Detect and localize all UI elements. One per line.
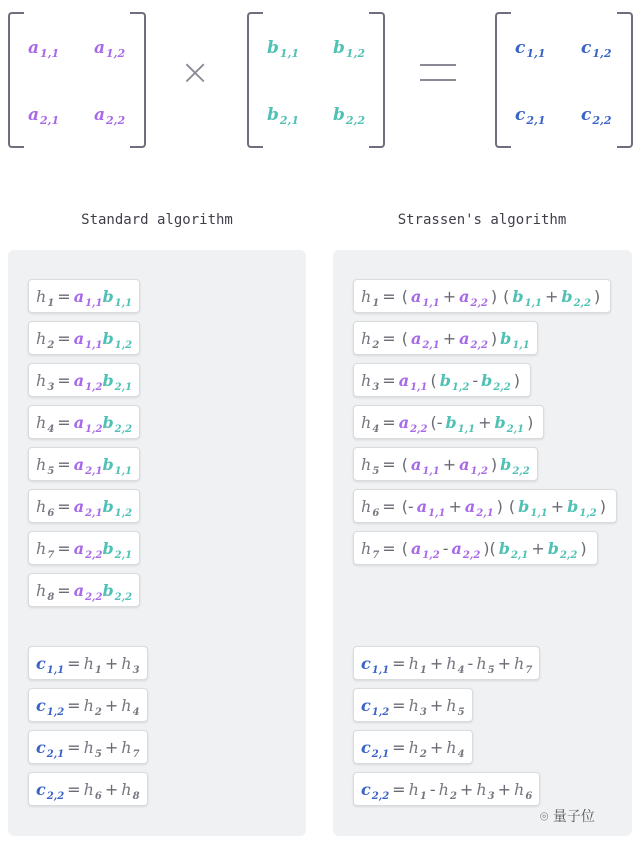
- a-term: $a_{2,2}$: [73, 539, 103, 562]
- equation-box: [28, 772, 148, 806]
- matrix-cell-a-1-1: $a_{1,1}$: [28, 38, 60, 61]
- equation-box: [28, 363, 140, 397]
- h-term: $h_7$: [514, 654, 533, 677]
- b-term: $b_{1,1}$: [518, 497, 548, 520]
- operator: (: [401, 455, 408, 474]
- c-term: $c_{1,1}$: [361, 654, 390, 677]
- operator: +: [104, 654, 119, 673]
- operator: (: [401, 539, 408, 558]
- operator: ): [513, 371, 520, 390]
- h-term: $h_2$: [408, 738, 427, 761]
- strassen-heading: Strassen's algorithm: [397, 212, 567, 228]
- operator: +: [497, 654, 511, 673]
- equation-box: [28, 646, 148, 680]
- h-term: $h_2$: [36, 329, 55, 352]
- equation-box: [353, 321, 538, 355]
- h-term: $h_8$: [36, 581, 55, 604]
- a-term: $a_{2,1}$: [73, 455, 103, 478]
- h-term: $h_6$: [36, 497, 55, 520]
- b-term: $b_{2,2}$: [102, 413, 133, 436]
- h-term: $h_4$: [446, 738, 465, 761]
- a-term: $a_{1,1}$: [410, 455, 440, 478]
- b-term: $b_{1,1}$: [102, 455, 133, 478]
- h-term: $h_4$: [446, 654, 465, 677]
- matrix-cell-b-1-2: $b_{1,2}$: [333, 38, 366, 61]
- a-term: $a_{1,2}$: [73, 413, 103, 436]
- operator: (: [401, 287, 408, 306]
- h-term: $h_6$: [83, 780, 102, 803]
- equation-box: [353, 531, 598, 565]
- wechat-icon: ⌾: [540, 809, 549, 825]
- operator: ): [496, 497, 503, 516]
- operator: +: [429, 654, 444, 673]
- c-term: $c_{1,2}$: [36, 696, 65, 719]
- operator: =: [382, 371, 396, 390]
- operator: +: [459, 780, 474, 799]
- operator: =: [392, 738, 406, 757]
- left-bracket: [8, 12, 24, 148]
- h-term: $h_6$: [514, 780, 533, 803]
- operator: ): [490, 455, 498, 474]
- standard-heading: Standard algorithm: [81, 212, 233, 228]
- h-term: $h_3$: [476, 780, 495, 803]
- matrix-cell-c-2-2: $c_{2,2}$: [581, 105, 612, 128]
- matrix-a: [8, 12, 146, 148]
- operator: -: [429, 780, 436, 799]
- equation-box: [28, 688, 148, 722]
- a-term: $a_{1,1}$: [73, 329, 103, 352]
- h-term: $h_5$: [36, 455, 55, 478]
- a-term: $a_{1,1}$: [416, 497, 446, 520]
- operator: +: [104, 696, 119, 715]
- b-term: $b_{1,2}$: [102, 497, 133, 520]
- a-term: $a_{1,1}$: [410, 287, 440, 310]
- equation-box: [353, 489, 617, 523]
- operator: ): [599, 497, 607, 516]
- equation-box: [28, 321, 140, 355]
- h-term: $h_7$: [36, 539, 55, 562]
- equation-box: [353, 279, 611, 313]
- operator: ): [490, 329, 498, 348]
- right-bracket: [369, 12, 385, 148]
- operator: =: [57, 371, 71, 390]
- b-term: $b_{1,1}$: [500, 329, 530, 352]
- c-term: $c_{1,2}$: [361, 696, 390, 719]
- operator: +: [478, 413, 492, 432]
- operator: (: [430, 371, 437, 390]
- operator: ): [580, 539, 587, 558]
- b-term: $b_{2,2}$: [547, 539, 578, 562]
- equation-box: [353, 646, 540, 680]
- matrix-c: [495, 12, 633, 148]
- c-term: $c_{2,2}$: [36, 780, 65, 803]
- operator: +: [104, 780, 119, 799]
- b-term: $b_{1,1}$: [445, 413, 476, 436]
- operator: +: [442, 455, 457, 474]
- operator: =: [382, 413, 396, 432]
- standard-panel: [8, 250, 306, 836]
- c-term: $c_{2,1}$: [361, 738, 390, 761]
- operator: -: [442, 539, 449, 558]
- operator: =: [67, 696, 81, 715]
- operator: =: [57, 329, 71, 348]
- b-term: $b_{2,2}$: [500, 455, 530, 478]
- h-term: $h_1$: [36, 287, 55, 310]
- b-term: $b_{2,1}$: [494, 413, 525, 436]
- operator: (-: [401, 497, 414, 516]
- b-term: $b_{1,1}$: [102, 287, 133, 310]
- h-term: $h_2$: [438, 780, 457, 803]
- h-term: $h_3$: [121, 654, 140, 677]
- h-term: $h_1$: [361, 287, 380, 310]
- c-term: $c_{2,1}$: [36, 738, 65, 761]
- equals-sign: [420, 64, 456, 81]
- matrix-cell-c-2-1: $c_{2,1}$: [515, 105, 546, 128]
- operator: (: [401, 329, 408, 348]
- b-term: $b_{2,2}$: [561, 287, 591, 310]
- operator: =: [57, 413, 71, 432]
- operator: =: [67, 654, 81, 673]
- operator: =: [57, 581, 71, 600]
- operator: (: [508, 497, 516, 516]
- a-term: $a_{1,2}$: [459, 455, 488, 478]
- a-term: $a_{2,1}$: [464, 497, 494, 520]
- h-term: $h_8$: [121, 780, 140, 803]
- equation-box: [353, 772, 540, 806]
- equation-box: [353, 730, 473, 764]
- h-term: $h_3$: [408, 696, 427, 719]
- equation-box: [28, 489, 140, 523]
- operator: =: [392, 696, 406, 715]
- c-term: $c_{1,1}$: [36, 654, 65, 677]
- h-term: $h_3$: [361, 371, 380, 394]
- a-term: $a_{2,1}$: [410, 329, 440, 352]
- operator: =: [67, 780, 81, 799]
- h-term: $h_6$: [361, 497, 380, 520]
- operator: =: [57, 455, 71, 474]
- h-term: $h_2$: [361, 329, 380, 352]
- h-term: $h_5$: [83, 738, 102, 761]
- b-term: $b_{2,2}$: [481, 371, 511, 394]
- equation-box: [28, 573, 140, 607]
- b-term: $b_{2,2}$: [102, 581, 133, 604]
- matrix-cell-b-1-1: $b_{1,1}$: [267, 38, 300, 61]
- matrix-cell-c-1-1: $c_{1,1}$: [515, 38, 546, 61]
- operator: +: [104, 738, 119, 757]
- operator: =: [67, 738, 81, 757]
- equation-box: [28, 730, 148, 764]
- b-term: $b_{2,1}$: [498, 539, 529, 562]
- operator: +: [429, 696, 444, 715]
- a-term: $a_{1,2}$: [73, 371, 103, 394]
- operator: +: [545, 287, 559, 306]
- operator: =: [382, 329, 396, 348]
- h-term: $h_1$: [408, 780, 427, 803]
- operator: ): [594, 287, 601, 306]
- operator: +: [497, 780, 511, 799]
- a-term: $a_{1,1}$: [73, 287, 103, 310]
- watermark: [540, 806, 595, 826]
- equation-box: [28, 279, 140, 313]
- operator: ): [527, 413, 534, 432]
- operator: +: [531, 539, 545, 558]
- h-term: $h_5$: [476, 654, 495, 677]
- b-term: $b_{2,1}$: [102, 539, 133, 562]
- operator: +: [442, 287, 457, 306]
- h-term: $h_7$: [361, 539, 380, 562]
- equation-box: [28, 447, 140, 481]
- operator: =: [57, 497, 71, 516]
- operator: =: [392, 780, 406, 799]
- h-term: $h_3$: [36, 371, 55, 394]
- matrix-b: [247, 12, 385, 148]
- b-term: $b_{1,2}$: [102, 329, 133, 352]
- equation-box: [353, 688, 473, 722]
- operator: )(: [483, 539, 496, 558]
- h-term: $h_5$: [361, 455, 380, 478]
- left-bracket: [495, 12, 511, 148]
- h-term: $h_1$: [408, 654, 427, 677]
- operator: =: [57, 287, 71, 306]
- right-bracket: [617, 12, 633, 148]
- operator: =: [382, 287, 396, 306]
- h-term: $h_2$: [83, 696, 102, 719]
- matrix-cell-c-1-2: $c_{1,2}$: [581, 38, 612, 61]
- equation-box: [353, 363, 531, 397]
- operator: =: [392, 654, 406, 673]
- operator: (: [503, 287, 510, 306]
- matrix-cell-b-2-1: $b_{2,1}$: [267, 105, 300, 128]
- matrix-cell-a-2-2: $a_{2,2}$: [94, 105, 126, 128]
- equation-box: [353, 447, 538, 481]
- multiply-sign: ×: [180, 52, 211, 93]
- a-term: $a_{2,2}$: [459, 329, 488, 352]
- a-term: $a_{2,2}$: [73, 581, 103, 604]
- operator: (-: [430, 413, 443, 432]
- operator: +: [429, 738, 444, 757]
- h-term: $h_4$: [361, 413, 380, 436]
- operator: =: [382, 455, 396, 474]
- h-term: $h_4$: [36, 413, 55, 436]
- left-bracket: [247, 12, 263, 148]
- a-term: $a_{2,2}$: [398, 413, 428, 436]
- b-term: $b_{1,2}$: [567, 497, 597, 520]
- b-term: $b_{1,2}$: [439, 371, 470, 394]
- h-term: $h_1$: [83, 654, 102, 677]
- operator: =: [382, 497, 396, 516]
- h-term: $h_7$: [121, 738, 140, 761]
- operator: +: [448, 497, 462, 516]
- matrix-cell-a-1-2: $a_{1,2}$: [94, 38, 126, 61]
- operator: +: [550, 497, 565, 516]
- b-term: $b_{2,1}$: [102, 371, 133, 394]
- equation-box: [28, 531, 140, 565]
- operator: -: [467, 654, 474, 673]
- a-term: $a_{1,1}$: [398, 371, 428, 394]
- strassen-panel: [333, 250, 632, 836]
- matrix-cell-a-2-1: $a_{2,1}$: [28, 105, 60, 128]
- equation-box: [353, 405, 544, 439]
- a-term: $a_{2,2}$: [451, 539, 481, 562]
- operator: =: [57, 539, 71, 558]
- operator: -: [472, 371, 479, 390]
- a-term: $a_{2,1}$: [73, 497, 103, 520]
- operator: ): [490, 287, 498, 306]
- h-term: $h_5$: [446, 696, 465, 719]
- c-term: $c_{2,2}$: [361, 780, 390, 803]
- a-term: $a_{2,2}$: [459, 287, 488, 310]
- right-bracket: [130, 12, 146, 148]
- equation-box: [28, 405, 140, 439]
- h-term: $h_4$: [121, 696, 140, 719]
- b-term: $b_{1,1}$: [512, 287, 542, 310]
- operator: =: [382, 539, 396, 558]
- a-term: $a_{1,2}$: [410, 539, 440, 562]
- watermark-text: 量子位: [552, 809, 595, 825]
- operator: +: [442, 329, 457, 348]
- matrix-cell-b-2-2: $b_{2,2}$: [333, 105, 366, 128]
